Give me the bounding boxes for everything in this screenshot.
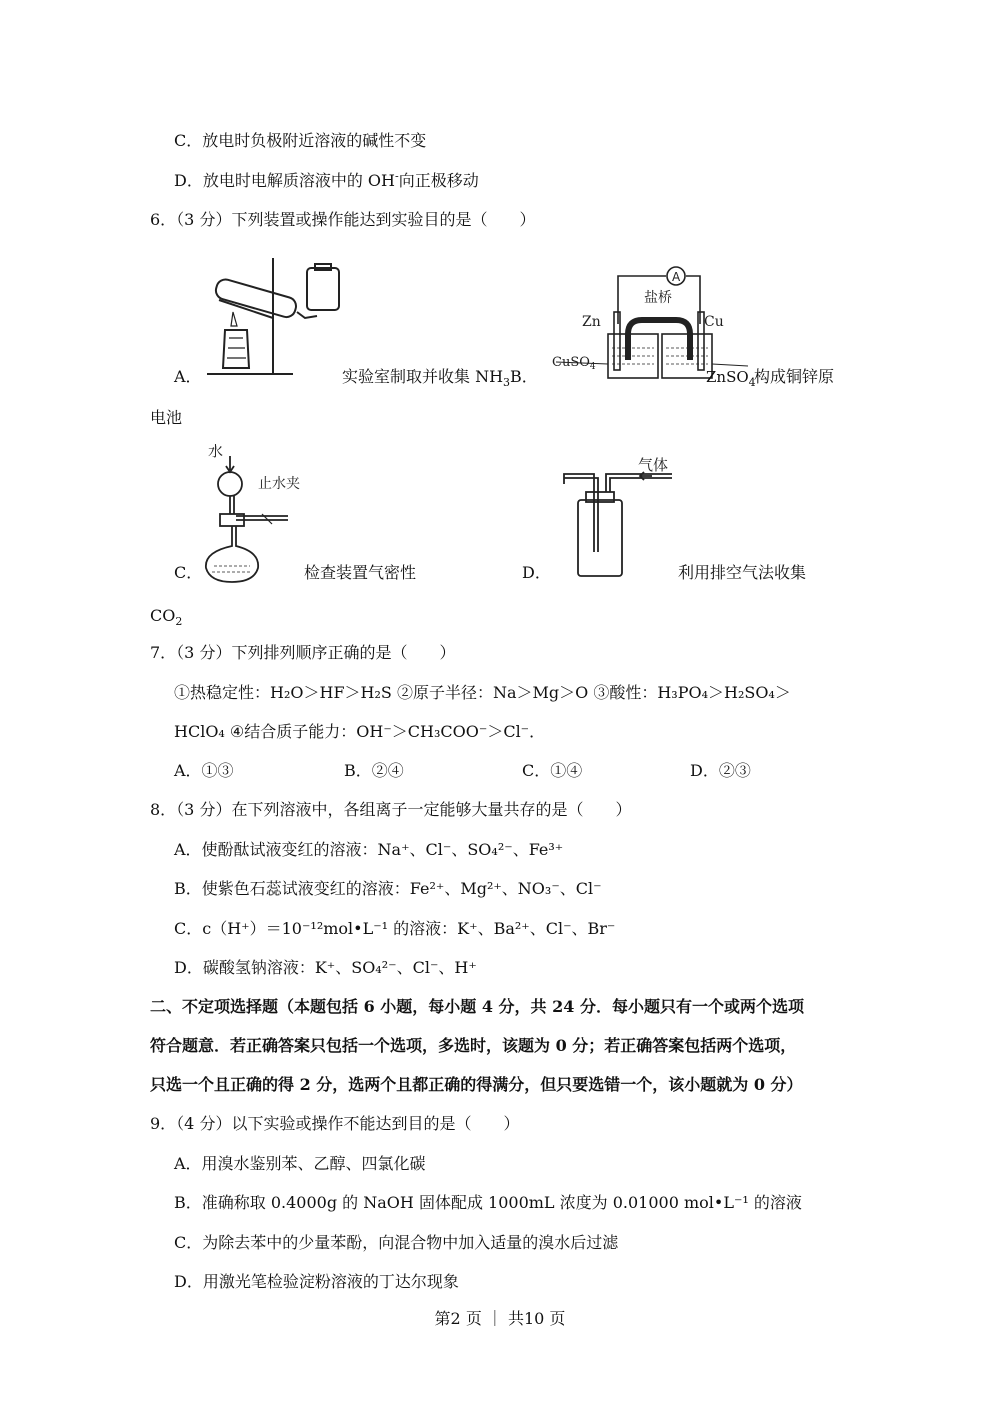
q6-option-c-label: C． — [174, 563, 203, 582]
gas-label: 气体 — [638, 456, 669, 474]
q7-line-2: HClO₄ ④结合质子能力：OH⁻＞CH₃COO⁻＞Cl⁻． — [174, 722, 546, 741]
cu-label: Cu — [704, 314, 724, 330]
q9-option-a: A．用溴水鉴别苯、乙醇、四氯化碳 — [174, 1154, 426, 1173]
q6-stem: 6．（3 分）下列装置或操作能达到实验目的是（ ） — [150, 210, 536, 229]
q7-stem: 7．（3 分）下列排列顺序正确的是（ ） — [150, 643, 456, 662]
section-2-line-2: 符合题意．若正确答案只包括一个选项，多选时，该题为 0 分；若正确答案包括两个选项， — [150, 1036, 797, 1055]
q7-option-c: C．①④ — [522, 761, 583, 780]
q9-option-d: D．用激光笔检验淀粉溶液的丁达尔现象 — [174, 1272, 459, 1291]
q7-option-a: A．①③ — [174, 761, 234, 780]
ammeter-label: A — [672, 270, 681, 284]
q6-figure-a — [205, 250, 345, 380]
q6-option-b-text: 构成铜锌原 — [754, 367, 835, 386]
q8-option-b: B．使紫色石蕊试液变红的溶液：Fe²⁺、Mg²⁺、NO₃⁻、Cl⁻ — [174, 879, 602, 898]
q8-stem: 8．（3 分）在下列溶液中，各组离子一定能够大量共存的是（ ） — [150, 800, 632, 819]
cuso4-label: CuSO$_4$ — [552, 355, 596, 372]
q6-option-d-text: 利用排空气法收集 — [678, 563, 807, 582]
q8-option-d: D．碳酸氢钠溶液：K⁺、SO₄²⁻、Cl⁻、H⁺ — [174, 958, 477, 977]
q7-option-b: B．②④ — [344, 761, 404, 780]
q9-option-c: C．为除去苯中的少量苯酚，向混合物中加入适量的溴水后过滤 — [174, 1233, 619, 1252]
section-2-line-3: 只选一个且正确的得 2 分，选两个且都正确的得满分，但只要选错一个，该小题就为 0 分） — [150, 1075, 803, 1094]
q5-option-c: C．放电时负极附近溶液的碱性不变 — [174, 131, 427, 150]
znso4-label: ZnSO$_4$ — [706, 368, 756, 389]
q5-option-d: D．放电时电解质溶液中的 OH-向正极移动 — [174, 169, 479, 190]
q8-option-a: A．使酚酞试液变红的溶液：Na⁺、Cl⁻、SO₄²⁻、Fe³⁺ — [174, 840, 564, 859]
section-2-line-1: 二、不定项选择题（本题包括 6 小题，每小题 4 分，共 24 分．每小题只有一个或两个选项 — [150, 997, 804, 1016]
q6-figure-d — [562, 452, 682, 582]
clamp-label: 止水夹 — [258, 476, 300, 492]
q8-option-c: C．c（H⁺）＝10⁻¹²mol•L⁻¹ 的溶液：K⁺、Ba²⁺、Cl⁻、Br⁻ — [174, 919, 616, 938]
q6-option-a-text: 实验室制取并收集 $NH_3B$． — [342, 367, 538, 390]
zn-label: Zn — [582, 314, 601, 330]
q7-option-d: D．②③ — [690, 761, 751, 780]
page-footer: 第2 页 ｜ 共10 页 — [434, 1309, 566, 1328]
q9-stem: 9．（4 分）以下实验或操作不能达到目的是（ ） — [150, 1114, 520, 1133]
water-label: 水 — [208, 444, 224, 460]
q6-option-a-label: A． — [174, 367, 202, 386]
q6-option-d-label: D． — [522, 563, 551, 582]
q7-line-1: ①热稳定性：H₂O＞HF＞H₂S ②原子半径：Na＞Mg＞O ③酸性：H₃PO₄＞H₂SO₄＞ — [174, 683, 791, 702]
q6-option-b-wrap: 电池 — [150, 408, 183, 427]
q9-option-b: B．准确称取 0.4000g 的 NaOH 固体配成 1000mL 浓度为 0.01000 mol•L⁻¹ 的溶液 — [174, 1193, 802, 1212]
q6-figure-c — [200, 444, 310, 584]
q6-option-d-wrap: $CO_2$ — [150, 606, 183, 629]
salt-bridge-label: 盐桥 — [644, 290, 672, 306]
q6-option-c-text: 检查装置气密性 — [304, 563, 417, 582]
q6-figure-b — [552, 264, 752, 382]
